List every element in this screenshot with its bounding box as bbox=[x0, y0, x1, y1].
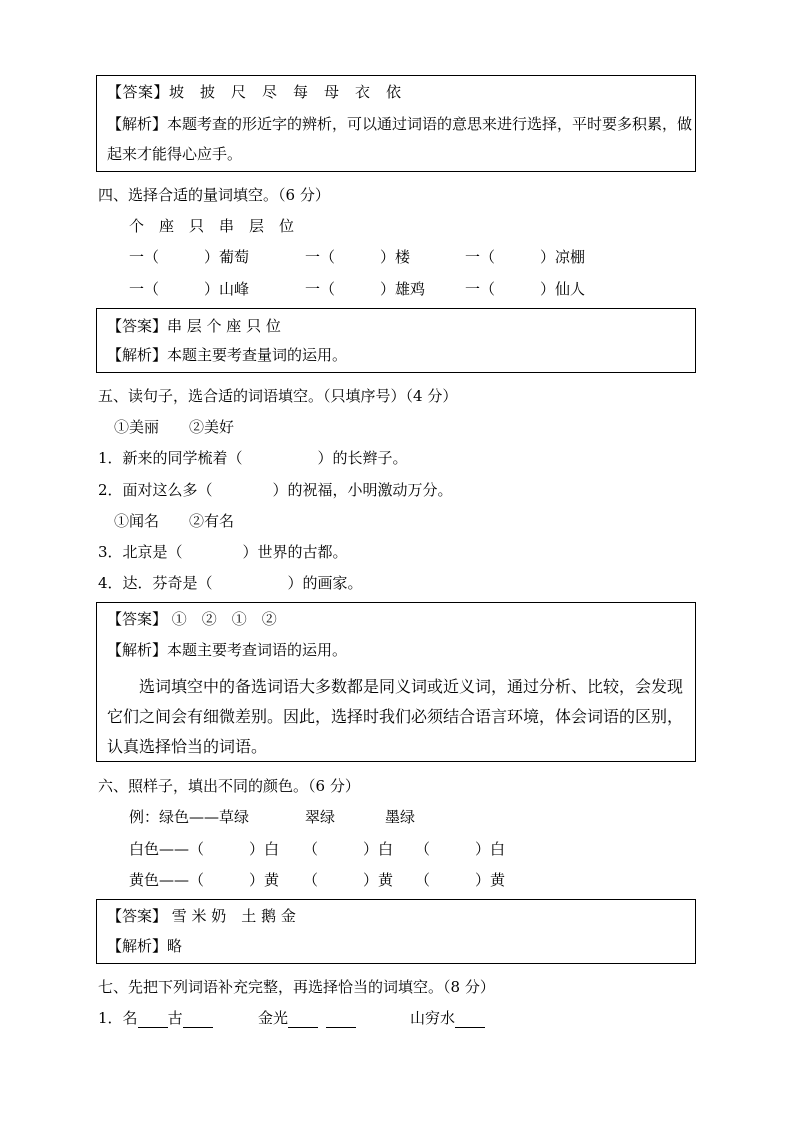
q5-sentence-2: 2．面对这么多（ ）的祝福，小明激动万分。 bbox=[98, 481, 453, 499]
q4-row1-item1: 一（ ）葡萄 bbox=[129, 248, 250, 266]
q5-sentence-3: 3．北京是（ ）世界的古都。 bbox=[98, 543, 348, 561]
q6-analysis: 【解析】略 bbox=[107, 937, 183, 955]
q6-row1-item3: （ ）白 bbox=[415, 840, 506, 858]
q5-options-a: ①美丽 ②美好 bbox=[114, 418, 235, 436]
q5-para-line2: 它们之间会有细微差别。因此，选择时我们必须结合语言环境，体会词语的区别， bbox=[107, 707, 684, 726]
q5-answer: 【答案】 ① ② ① ② bbox=[107, 610, 277, 628]
q7-word1-blank1[interactable] bbox=[138, 1011, 168, 1028]
q6-example-3: 墨绿 bbox=[385, 808, 416, 826]
q3-answer: 【答案】坡 披 尺 尽 每 母 衣 依 bbox=[107, 83, 402, 101]
q6-row1-item2: （ ）白 bbox=[303, 840, 394, 858]
q7-word1-blank2[interactable] bbox=[183, 1011, 213, 1028]
q7-word1-part2: 古 bbox=[167, 1009, 183, 1027]
q7-word3-part1: 山穷水 bbox=[410, 1009, 456, 1027]
q4-row2-item2: 一（ ）雄鸡 bbox=[305, 280, 426, 298]
q4-title: 四、选择合适的量词填空。（6 分） bbox=[98, 186, 330, 204]
q5-title: 五、读句子，选合适的词语填空。（只填序号）（4 分） bbox=[98, 387, 458, 405]
q5-analysis: 【解析】本题主要考查词语的运用。 bbox=[107, 641, 348, 659]
q7-word3 bbox=[410, 1008, 485, 1028]
q6-answer: 【答案】 雪 米 奶 土 鹅 金 bbox=[107, 907, 296, 925]
q5-para-line1: 选词填空中的备选词语大多数都是同义词或近义词，通过分析、比较，会发现 bbox=[139, 677, 684, 696]
q5-options-b: ①闻名 ②有名 bbox=[114, 512, 235, 530]
q4-row1-item3: 一（ ）凉棚 bbox=[465, 248, 586, 266]
q7-item-1 bbox=[98, 1008, 213, 1028]
q7-word2-blank1[interactable] bbox=[288, 1011, 318, 1028]
q4-answer: 【答案】串 层 个 座 只 位 bbox=[107, 317, 281, 335]
q7-word2-part1: 金光 bbox=[258, 1009, 289, 1027]
q4-row2-item1: 一（ ）山峰 bbox=[129, 280, 250, 298]
q7-item-number: 1． bbox=[98, 1009, 123, 1027]
q6-row2-item1: 黄色——（ ）黄 bbox=[129, 871, 280, 889]
q7-word1-part1: 名 bbox=[122, 1009, 138, 1027]
q6-example-2: 翠绿 bbox=[305, 808, 336, 826]
q7-word2 bbox=[258, 1008, 356, 1028]
q4-row1-item2: 一（ ）楼 bbox=[305, 248, 411, 266]
q6-example-1: 例：绿色——草绿 bbox=[129, 808, 250, 826]
q7-title: 七、先把下列词语补充完整，再选择恰当的词填空。（8 分） bbox=[98, 978, 495, 996]
q4-options: 个 座 只 串 层 位 bbox=[129, 217, 295, 235]
q4-row2-item3: 一（ ）仙人 bbox=[465, 280, 586, 298]
q6-title: 六、照样子，填出不同的颜色。（6 分） bbox=[98, 777, 360, 795]
q5-para-line3: 认真选择恰当的词语。 bbox=[107, 737, 268, 756]
q3-analysis-line1: 【解析】本题考查的形近字的辨析，可以通过词语的意思来进行选择，平时要多积累，做 bbox=[107, 115, 693, 133]
q7-word2-blank2[interactable] bbox=[326, 1011, 356, 1028]
q5-sentence-1: 1．新来的同学梳着（ ）的长辫子。 bbox=[98, 449, 408, 467]
q6-row2-item3: （ ）黄 bbox=[415, 871, 506, 889]
q5-sentence-4: 4．达．芬奇是（ ）的画家。 bbox=[98, 574, 363, 592]
q6-row1-item1: 白色——（ ）白 bbox=[129, 840, 280, 858]
q3-analysis-line2: 起来才能得心应手。 bbox=[107, 145, 243, 163]
q6-row2-item2: （ ）黄 bbox=[303, 871, 394, 889]
q4-analysis: 【解析】本题主要考查量词的运用。 bbox=[107, 346, 348, 364]
q7-word3-blank1[interactable] bbox=[455, 1011, 485, 1028]
